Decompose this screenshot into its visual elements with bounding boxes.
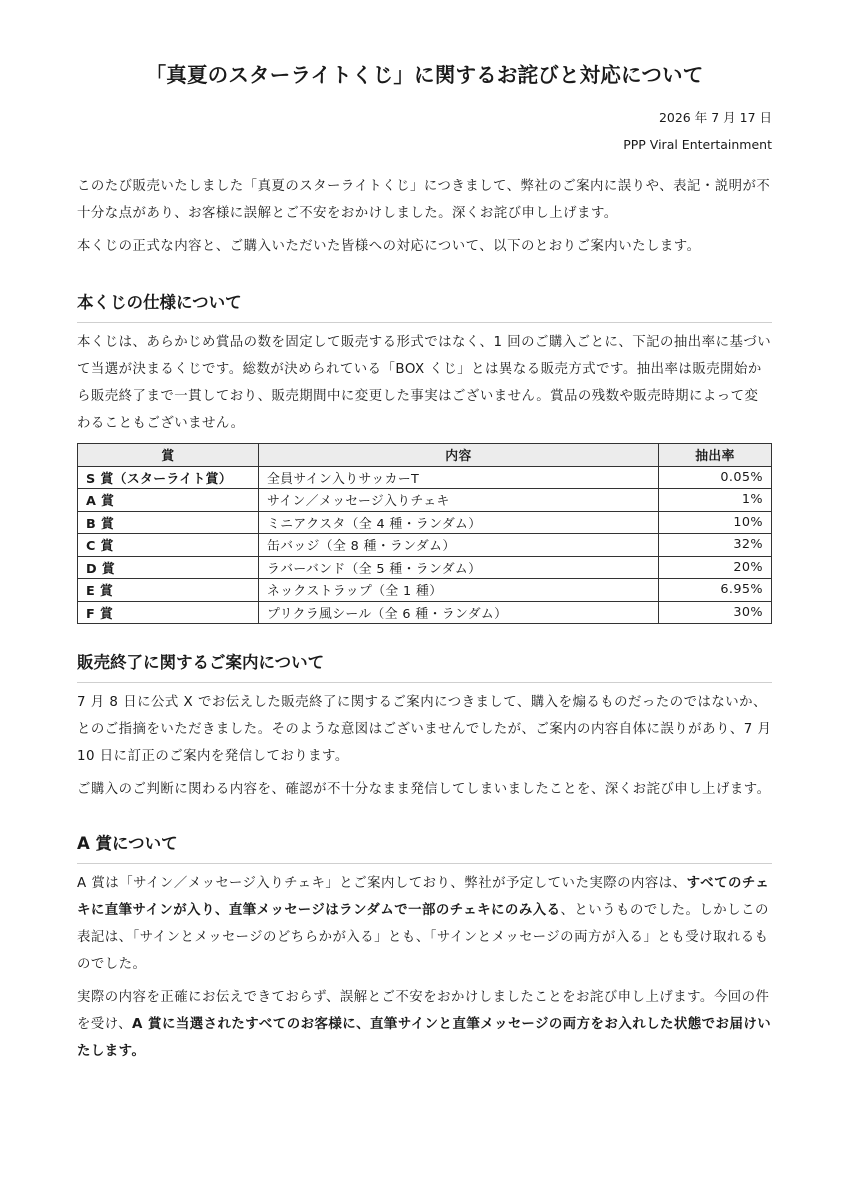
prize-name-cell: B 賞 [78, 511, 259, 534]
prize-rate-cell: 10% [659, 511, 772, 534]
table-row [78, 511, 772, 534]
prize-rate-cell: 20% [659, 556, 772, 579]
prize-name-cell: A 賞 [78, 489, 259, 512]
intro-paragraph: 本くじの正式な内容と、ご購入いただいた皆様への対応について、以下のとおりご案内いたします。 [77, 239, 701, 254]
table-row [78, 466, 772, 489]
prize-rate-cell: 1% [659, 489, 772, 512]
column-header-prize: 賞 [78, 444, 259, 467]
prize-table [77, 443, 772, 624]
column-header-content: 内容 [259, 444, 659, 467]
prize-content-cell: サイン／メッセージ入りチェキ [259, 489, 659, 512]
prize-content-cell: 缶バッジ（全 8 種・ランダム） [259, 534, 659, 557]
column-header-rate: 抽出率 [659, 444, 772, 467]
prize-name-cell: F 賞 [78, 601, 259, 624]
table-row [78, 556, 772, 579]
a-prize-paragraph [77, 870, 772, 978]
prize-content-cell: ネックストラップ（全 1 種） [259, 579, 659, 602]
a-prize-text: A 賞は「サイン／メッセージ入りチェキ」とご案内しており、弊社が予定していた実際の内容は、 [77, 876, 687, 891]
prize-rate-cell: 6.95% [659, 579, 772, 602]
a-prize-paragraph [77, 984, 772, 1065]
a-prize-emphasis: A 賞に当選されたすべてのお客様に、直筆サインと直筆メッセージの両方をお入れした状態でお届けいたします。 [77, 1017, 772, 1059]
document-date: 2026 年 7 月 17 日 [658, 110, 772, 125]
sales-end-paragraph: ご購入のご判断に関わる内容を、確認が不十分なまま発信してしまいましたことを、深くお詫び申し上げます。 [77, 782, 771, 797]
prize-name-cell: C 賞 [78, 534, 259, 557]
intro-paragraph: このたび販売いたしました「真夏のスターライトくじ」につきまして、弊社のご案内に誤りや、表記・説明が不十分な点があり、お客様に誤解とご不安をおかけしました。深くお詫び申し上げます。 [77, 179, 771, 221]
company-name: PPP Viral Entertainment [623, 137, 772, 152]
table-row [78, 489, 772, 512]
section-heading-sales-end: 販売終了に関するご案内について [77, 652, 772, 683]
table-row [78, 601, 772, 624]
section-heading-specs: 本くじの仕様について [77, 292, 772, 323]
a-prize-text: 実際の内容を正確にお伝えできておらず、誤解とご不安をおかけしましたことをお詫び申し上げます。今回の件を受け、 [77, 990, 770, 1032]
intro-block [77, 173, 772, 260]
table-header-row [78, 444, 772, 467]
prize-content-cell: ミニアクスタ（全 4 種・ランダム） [259, 511, 659, 534]
a-prize-text: 、というものでした。しかしこの表記は、「サインとメッセージのどちらかが入る」とも、「サインとメッセージの両方が入る」とも受け取れるものでした。 [77, 903, 769, 972]
document-title: 「真夏のスターライトくじ」に関するお詫びと対応について [145, 63, 704, 87]
sales-end-paragraph: 7 月 8 日に公式 X でお伝えした販売終了に関するご案内につきまして、購入を煽るものだったのではないか、とのご指摘をいただきました。そのような意図はございませんでしたが、ご案内の内容自体に誤りがあり、7 月 10 日に訂正のご案内を発信しております。 [77, 695, 772, 764]
table-row [78, 579, 772, 602]
table-row [78, 534, 772, 557]
prize-name-cell: D 賞 [78, 556, 259, 579]
prize-rate-cell: 0.05% [659, 466, 772, 489]
section-heading-a-prize: A 賞について [77, 833, 772, 864]
prize-rate-cell: 32% [659, 534, 772, 557]
document-meta [77, 104, 772, 158]
a-prize-emphasis: すべてのチェキに直筆サインが入り、直筆メッセージはランダムで一部のチェキにのみ入る [77, 876, 770, 918]
prize-name-cell: E 賞 [78, 579, 259, 602]
prize-content-cell: 全員サイン入りサッカーT [259, 466, 659, 489]
prize-rate-cell: 30% [659, 601, 772, 624]
prize-name-cell: S 賞（スターライト賞） [78, 466, 259, 489]
prize-content-cell: プリクラ風シール（全 6 種・ランダム） [259, 601, 659, 624]
prize-content-cell: ラバーバンド（全 5 種・ランダム） [259, 556, 659, 579]
specs-paragraph: 本くじは、あらかじめ賞品の数を固定して販売する形式ではなく、1 回のご購入ごとに、下記の抽出率に基づいて当選が決まるくじです。総数が決められている「BOX くじ」とは異なる販売方式です。抽出率は販売開始から販売終了まで一貫しており、販売期間中に変更した事実はございません。賞品の残数や販売時期によって変わることもございません。 [77, 335, 772, 431]
